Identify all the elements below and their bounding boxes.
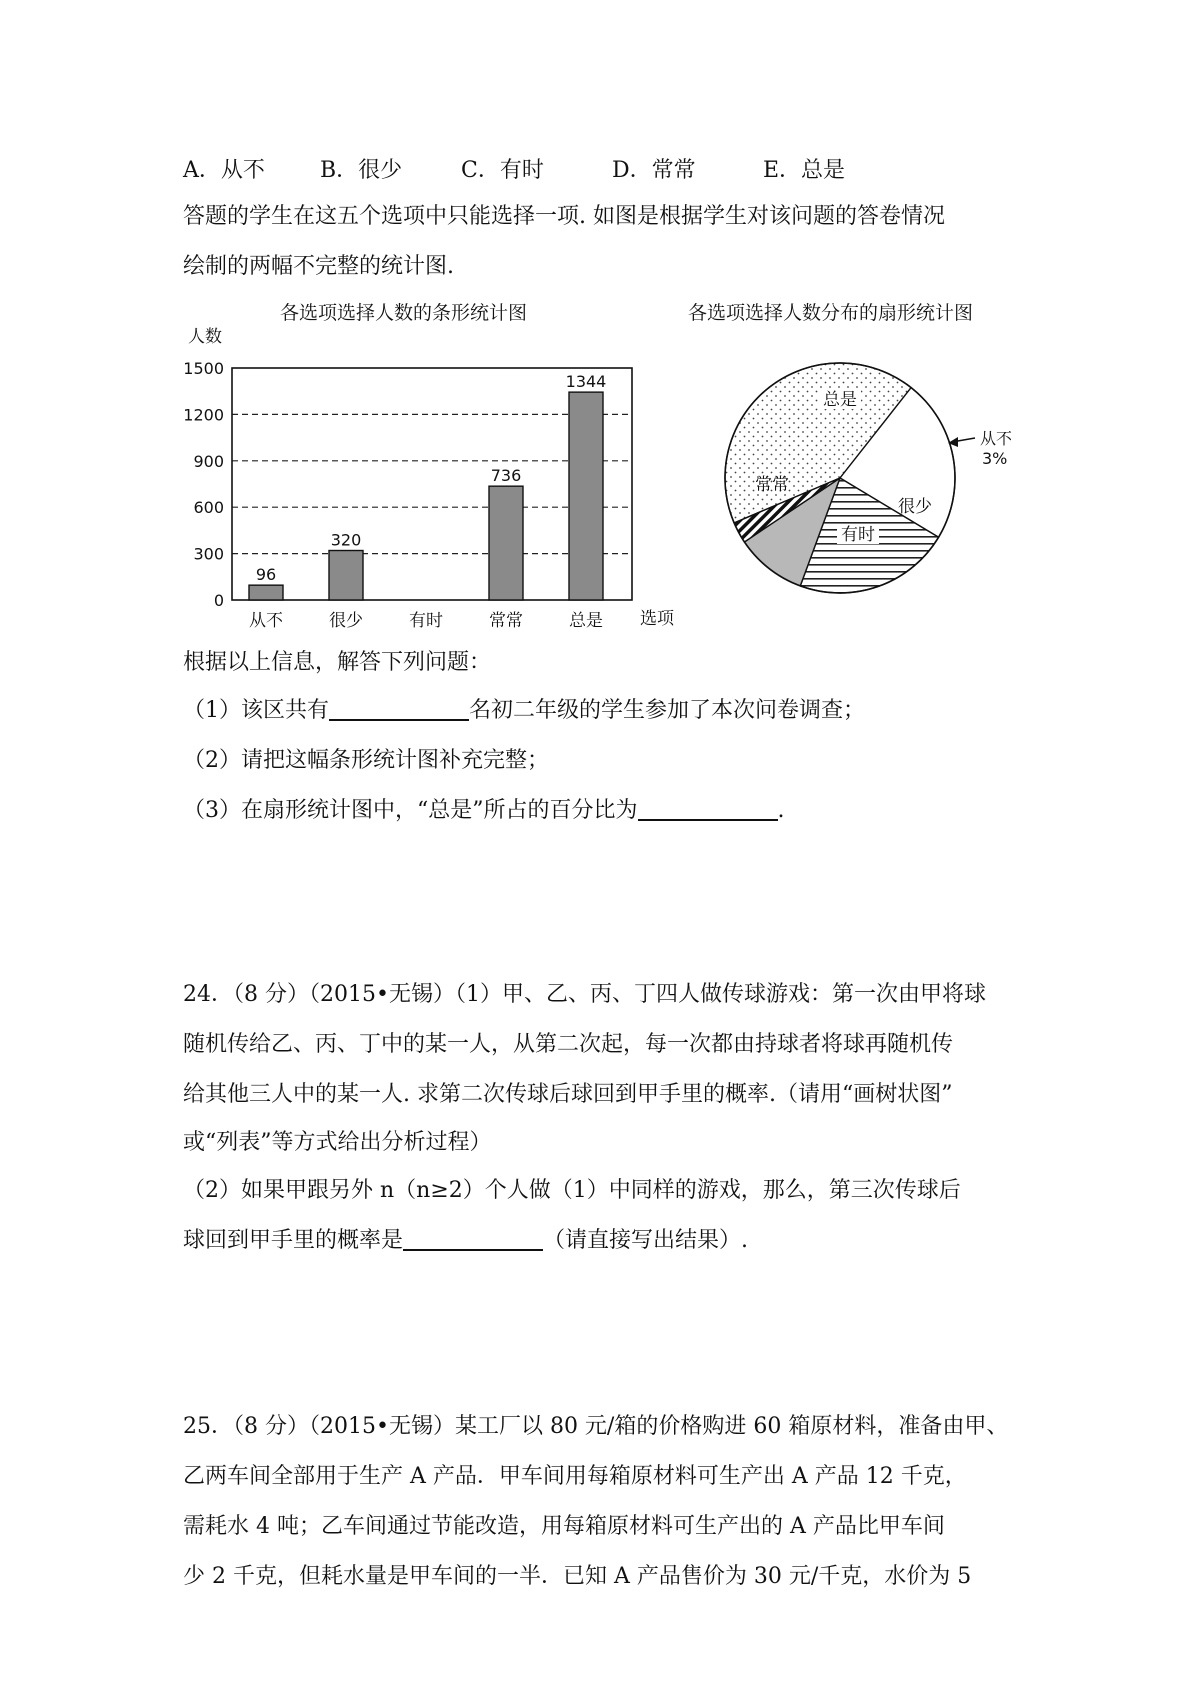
problem-24-line-1: 24．（8 分）（2015•无锡）（1）甲、乙、丙、丁四人做传球游戏：第一次由甲将球 xyxy=(183,982,986,1007)
option-b: B．很少 xyxy=(320,158,403,183)
question-3-post: . xyxy=(777,798,785,823)
question-2: （2）请把这幅条形统计图补充完整； xyxy=(183,748,549,773)
question-1-pre: （1）该区共有 xyxy=(183,698,329,723)
problem-24-line-6-post: （请直接写出结果）. xyxy=(543,1228,749,1253)
bar xyxy=(569,392,603,600)
pie-slice-label: 常常 xyxy=(755,475,789,495)
y-tick-label: 1500 xyxy=(183,359,224,378)
x-tick-label: 常常 xyxy=(489,611,523,631)
problem-25-line-4: 少 2 千克，但耗水量是甲车间的一半．已知 A 产品售价为 30 元/千克，水价为 5 xyxy=(183,1564,972,1589)
x-axis-label: 选项 xyxy=(640,609,674,629)
answer-blank-1 xyxy=(329,697,469,721)
pie-slice-label: 有时 xyxy=(841,525,875,545)
y-tick-label: 600 xyxy=(193,498,224,518)
intro-line-2: 绘制的两幅不完整的统计图. xyxy=(183,254,454,279)
pie-slice-label: 很少 xyxy=(898,497,932,517)
intro-line-1: 答题的学生在这五个选项中只能选择一项. 如图是根据学生对该问题的答卷情况 xyxy=(183,204,945,229)
problem-25-line-2: 乙两车间全部用于生产 A 产品．甲车间用每箱原材料可生产出 A 产品 12 千克， xyxy=(183,1464,967,1489)
pie-chart-title: 各选项选择人数分布的扇形统计图 xyxy=(688,302,974,324)
after-chart-text: 根据以上信息，解答下列问题： xyxy=(183,650,492,675)
bar xyxy=(329,551,363,600)
x-tick-label: 有时 xyxy=(409,611,443,631)
problem-24-line-3: 给其他三人中的某一人. 求第二次传球后球回到甲手里的概率.（请用“画树状图” xyxy=(183,1082,953,1107)
annotation-value: 3% xyxy=(982,449,1008,468)
problem-24-line-6 xyxy=(183,1226,748,1256)
bar-value-label: 96 xyxy=(255,565,277,585)
bar-chart xyxy=(170,320,680,640)
problem-25-line-3: 需耗水 4 吨；乙车间通过节能改造，用每箱原材料可生产出的 A 产品比甲车间 xyxy=(183,1514,945,1539)
annotation-label: 从不 xyxy=(980,429,1013,448)
option-d: D．常常 xyxy=(612,158,696,183)
problem-24-line-6-pre: 球回到甲手里的概率是 xyxy=(183,1228,404,1253)
question-3-pre: （3）在扇形统计图中，“总是”所占的百分比为 xyxy=(183,798,638,823)
y-tick-label: 1200 xyxy=(183,405,224,425)
y-tick-label: 0 xyxy=(213,591,224,610)
bar xyxy=(249,585,283,600)
problem-24-line-2: 随机传给乙、丙、丁中的某一人，从第二次起，每一次都由持球者将球再随机传 xyxy=(183,1032,954,1057)
question-3 xyxy=(183,796,785,826)
problem-25-line-1: 25．（8 分）（2015•无锡）某工厂以 80 元/箱的价格购进 60 箱原材料，准备由甲、 xyxy=(183,1414,1009,1439)
pie-slice-label: 总是 xyxy=(823,390,857,410)
problem-24-line-5: （2）如果甲跟另外 n（n≥2）个人做（1）中同样的游戏，那么，第三次传球后 xyxy=(183,1178,961,1203)
question-1 xyxy=(183,696,865,726)
question-1-post: 名初二年级的学生参加了本次问卷调查； xyxy=(469,698,866,723)
x-tick-label: 总是 xyxy=(569,611,603,631)
option-a: A．从不 xyxy=(183,158,265,183)
option-c: C．有时 xyxy=(461,158,544,183)
pie-chart xyxy=(720,340,1020,620)
problem-24-line-4: 或“列表”等方式给出分析过程） xyxy=(183,1130,492,1155)
y-tick-label: 300 xyxy=(193,544,224,564)
answer-blank-3 xyxy=(638,797,778,821)
y-tick-label: 900 xyxy=(193,451,224,471)
bar-value-label: 1344 xyxy=(565,372,607,392)
x-tick-label: 从不 xyxy=(249,611,283,631)
option-e: E．总是 xyxy=(763,158,846,183)
bar-value-label: 736 xyxy=(490,466,522,486)
y-axis-label: 人数 xyxy=(188,327,222,347)
bar-chart-title: 各选项选择人数的条形统计图 xyxy=(280,302,528,324)
bar-value-label: 320 xyxy=(330,530,362,550)
x-tick-label: 很少 xyxy=(329,611,363,631)
answer-blank-24 xyxy=(403,1227,543,1251)
bar xyxy=(489,486,523,600)
